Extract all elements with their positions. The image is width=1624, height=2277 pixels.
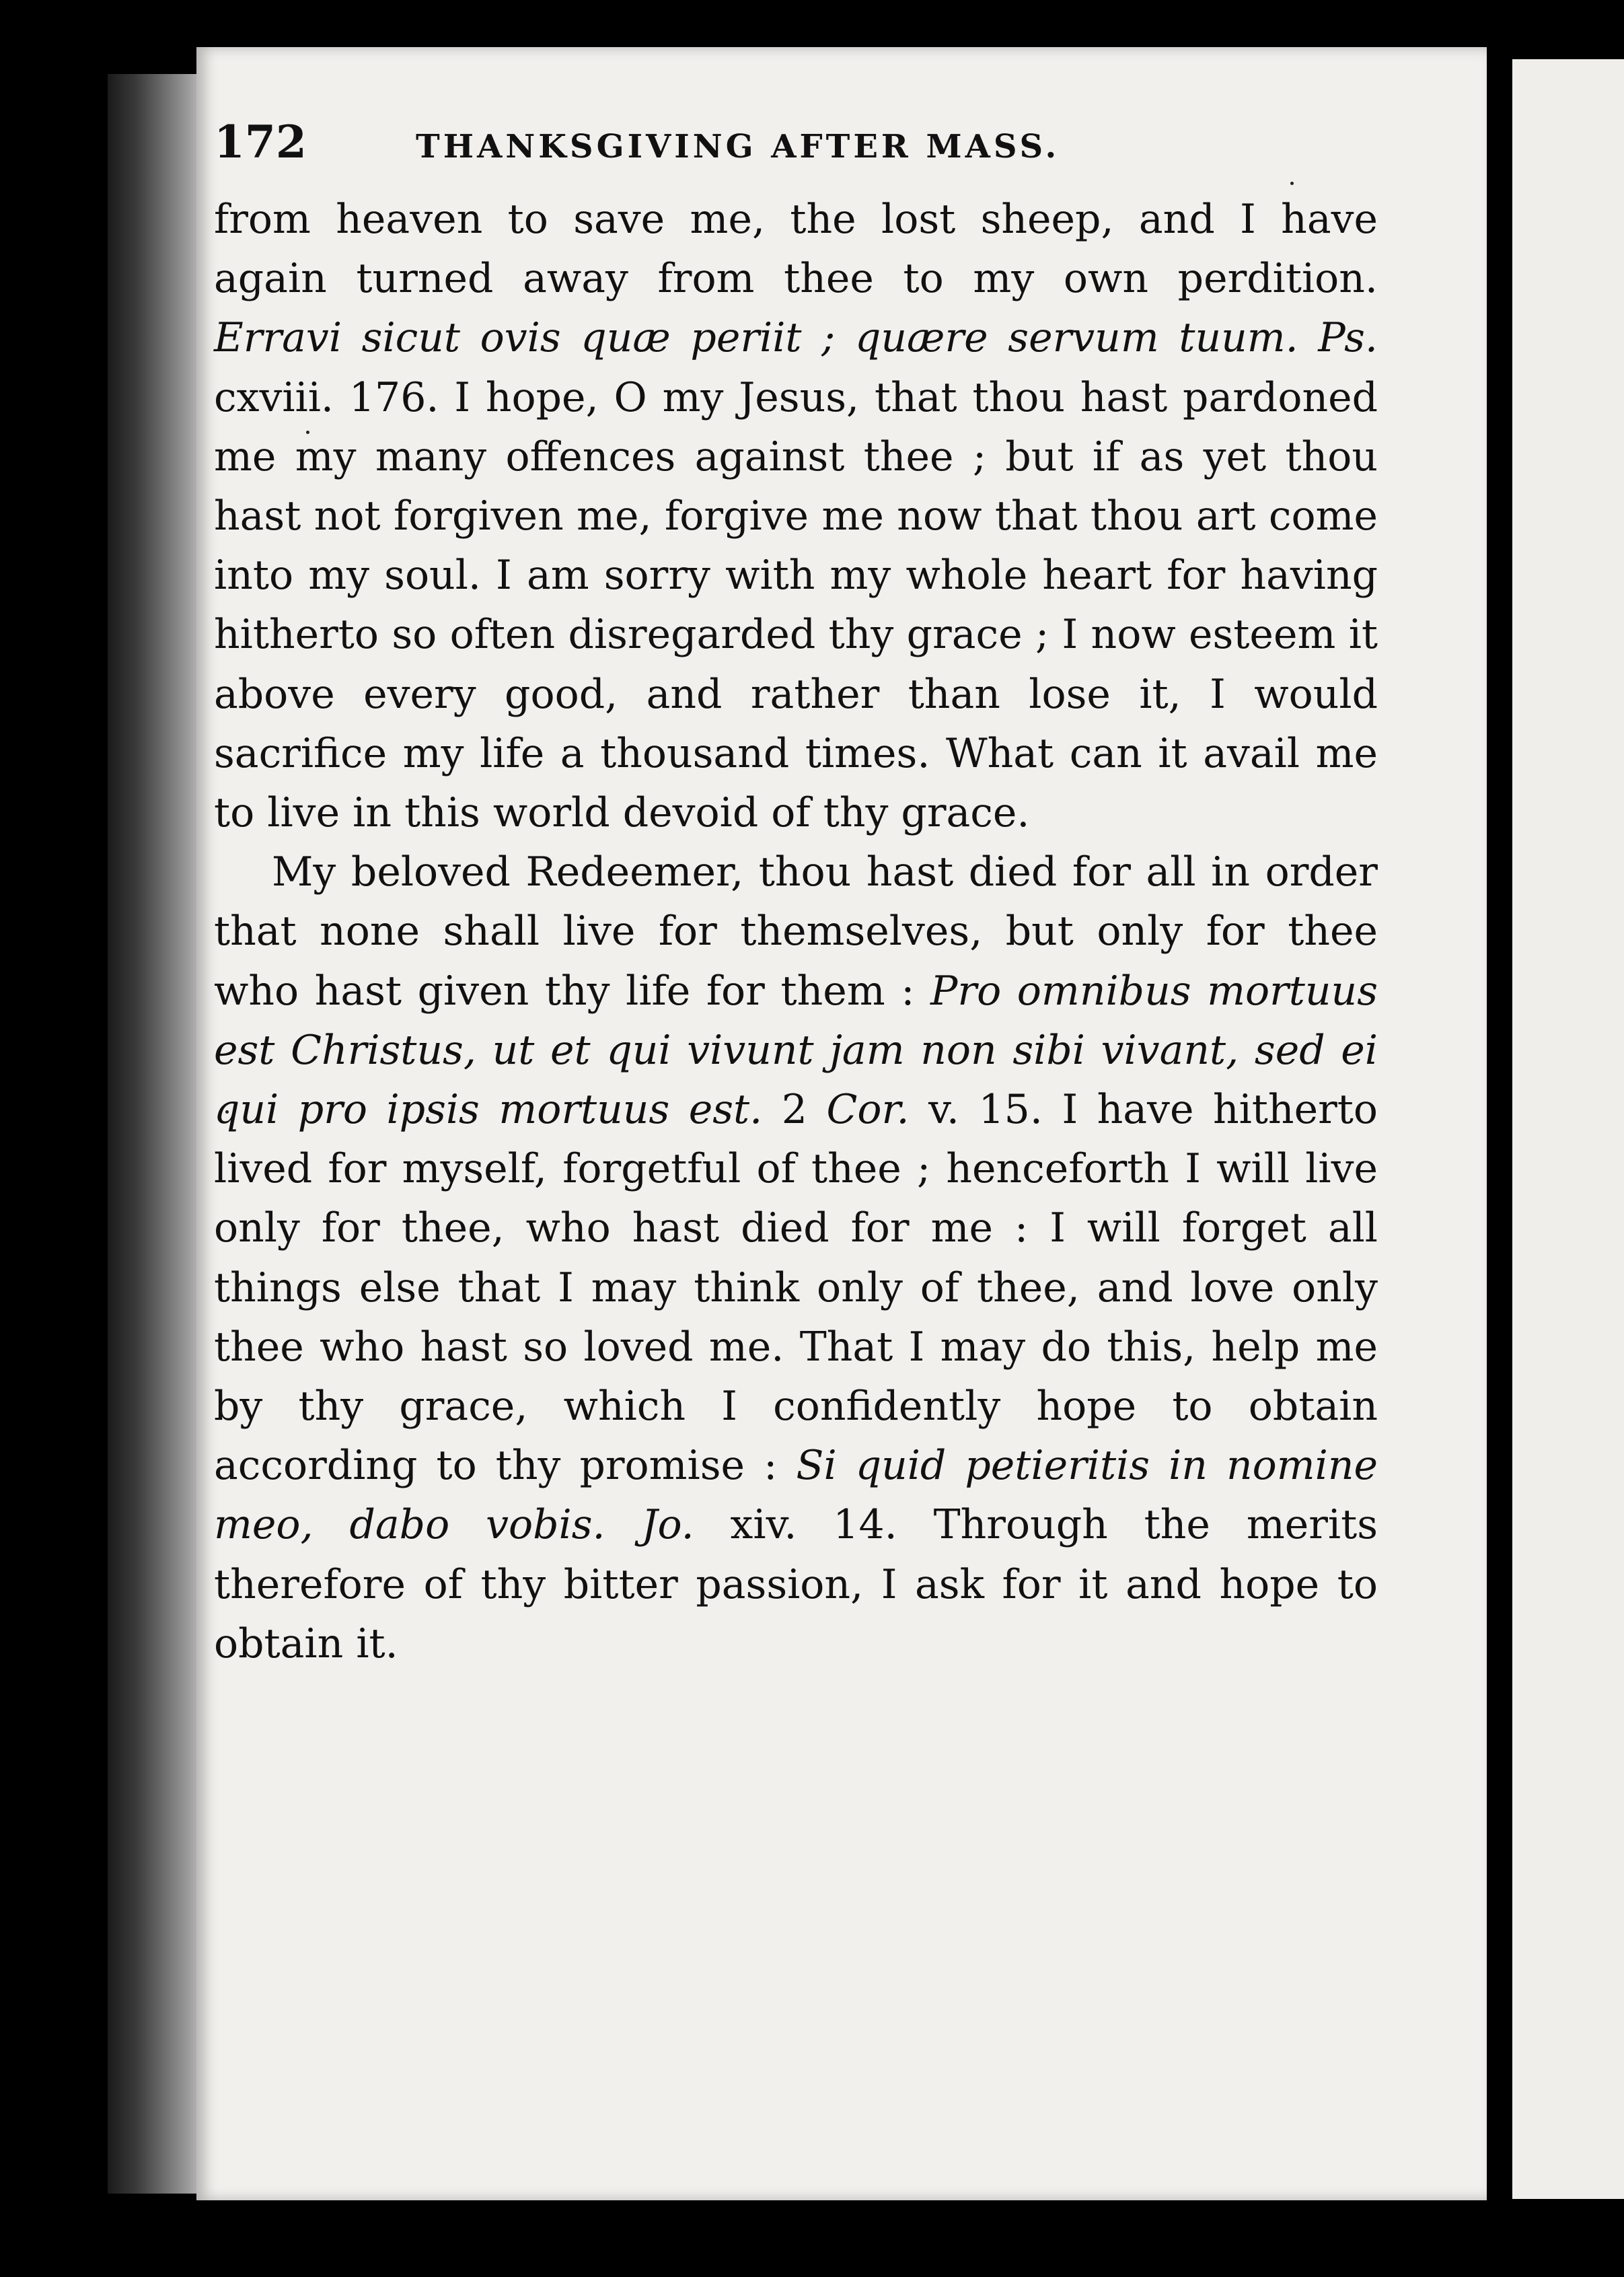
latin-quotation: Pro omnibus mortuus est Christus, ut et qui vivunt jam non sibi vivant, sed ei qui pro ipsis mortuus est. <box>214 967 1378 1134</box>
running-header <box>214 116 1378 190</box>
body-text: xiv. 14. Through the merits therefore of thy bitter passion, I ask for it and hope to obtain it. <box>214 1501 1378 1667</box>
latin-quotation: Si quid petieritis in nomine meo, dabo vobis. Jo. <box>214 1442 1378 1549</box>
book-spine-shadow <box>108 74 202 2194</box>
page-content <box>214 116 1378 1673</box>
running-title: THANKSGIVING AFTER MASS. <box>416 128 1060 166</box>
body-text: cxviii. 176. I hope, O my Jesus, that thou hast pardoned me my many offences against thee ; but if as yet thou hast not forgiven me, forgive me now that thou art come into my soul. I am sorry with my whole heart for having hitherto so often disregarded thy grace ; I now esteem it above every good, and rather than lose it, I would sacrifice my life a thousand times. What can it avail me to live in this world devoid of thy grace. <box>214 373 1378 837</box>
body-text: 2 <box>762 1086 827 1134</box>
paragraph-2 <box>214 842 1378 1673</box>
body-text: v. 15. I have hitherto lived for myself, forgetful of thee ; henceforth I will live only for thee, who hast died for me : I will forget all things else that I may think only of thee, and love only thee who hast so loved me. That I may do this, help me by thy grace, which I confidently hope to obtain according to thy promise : <box>214 1086 1378 1490</box>
latin-quotation: Cor. <box>826 1086 910 1134</box>
body-text: My beloved Redeemer, thou hast died for all in order that none shall live for themselves, but only for thee who hast given thy life for them : <box>214 848 1378 1015</box>
latin-quotation: Erravi sicut ovis quæ periit ; quære servum tuum. Ps. <box>214 314 1378 362</box>
paragraph-1 <box>214 190 1378 842</box>
page-number: 172 <box>214 116 307 168</box>
body-text: from heaven to save me, the lost sheep, and I have again turned away from thee to my own perdition. <box>214 196 1378 303</box>
next-page-edge <box>1512 59 1624 2199</box>
